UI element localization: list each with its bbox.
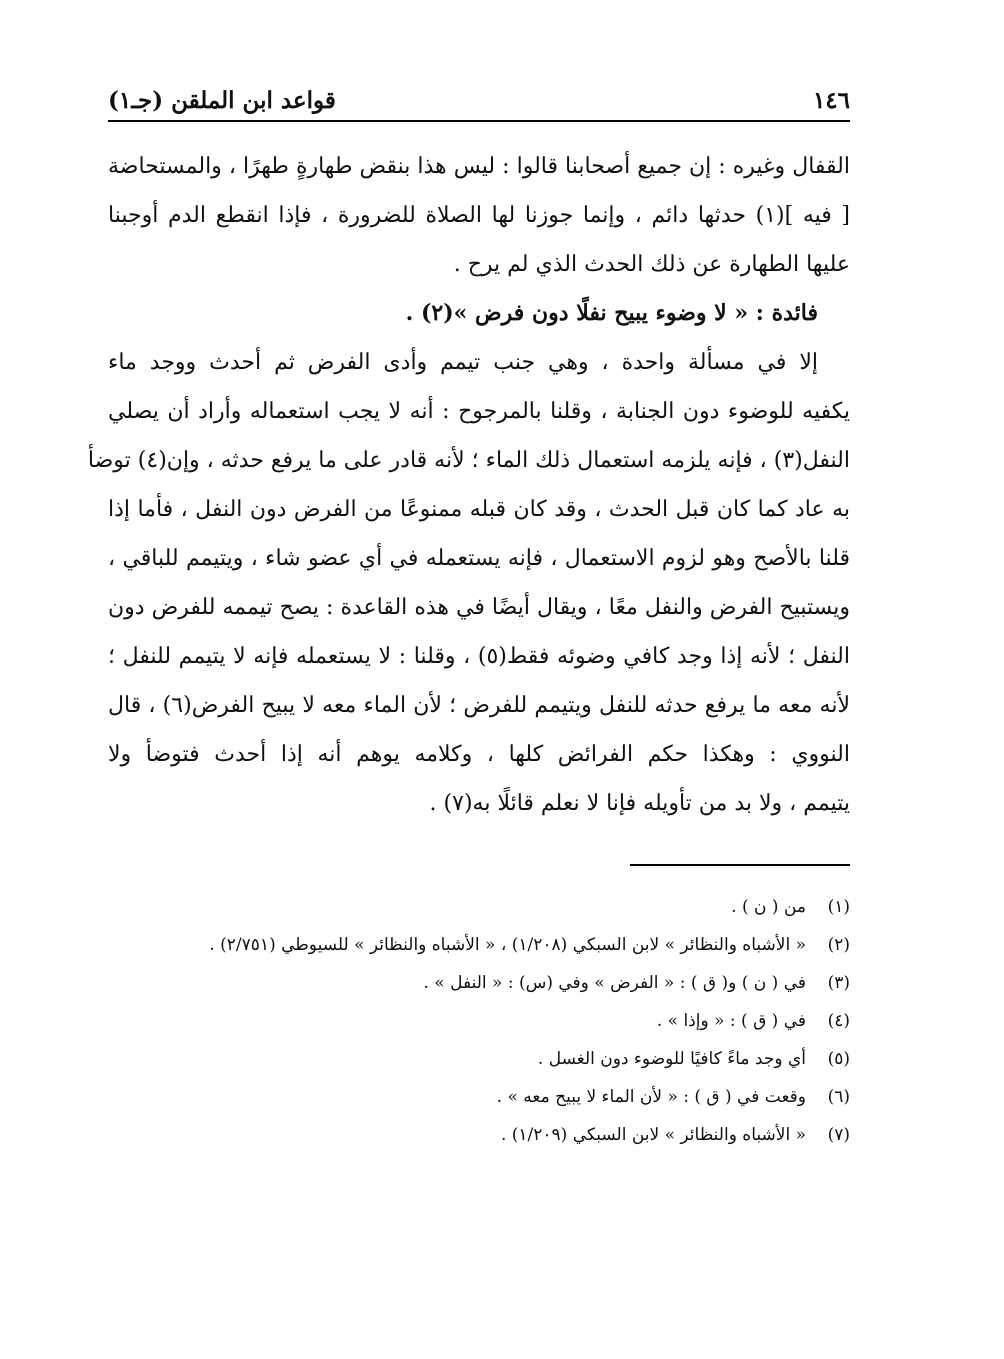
page-header (108, 70, 850, 122)
footnote-number: (٥) (827, 1049, 850, 1069)
text-line: إلا في مسألة واحدة ، وهي جنب تيمم وأدى الفرض ثم أحدث ووجد ماء (108, 350, 818, 375)
running-title: قواعد ابن الملقن (جـ١) (108, 87, 336, 114)
footnote-text: « الأشباه والنظائر » لابن السبكي (١/٢٠٩) . (500, 1125, 806, 1145)
footnote-number: (٤) (827, 1011, 850, 1031)
page-number: ١٤٦ (812, 87, 850, 114)
footnote-separator (630, 864, 850, 866)
text-line: يتيمم ، ولا بد من تأويله فإنا لا نعلم قائلًا به(٧) . (429, 791, 850, 816)
footnote (108, 888, 850, 926)
footnote (108, 1116, 850, 1154)
footnote (108, 964, 850, 1002)
footnote-number: (١) (827, 897, 850, 917)
text-line: به عاد كما كان قبل الحدث ، وقد كان قبله ممنوعًا من الفرض دون النفل ، فأما إذا (108, 497, 850, 522)
footnote-text: في ( ن ) و( ق ) : « الفرض » وفي (س) : « النفل » . (423, 973, 806, 993)
text-line: عليها الطهارة عن ذلك الحدث الذي لم يرح . (453, 252, 850, 277)
footnote-text: في ( ق ) : « وإذا » . (656, 1011, 806, 1031)
footnote-text: وقعت في ( ق ) : « لأن الماء لا يبيح معه » . (496, 1087, 806, 1107)
footnote-number: (٣) (827, 973, 850, 993)
text-line: النووي : وهكذا حكم الفرائض كلها ، وكلامه يوهم أنه إذا أحدث فتوضأ ولا (108, 742, 850, 767)
text-line: قلنا بالأصح وهو لزوم الاستعمال ، فإنه يستعمله في أي عضو شاء ، ويتيمم للباقي ، (108, 546, 850, 571)
footnote (108, 1040, 850, 1078)
footnote-text: « الأشباه والنظائر » لابن السبكي (١/٢٠٨) ، « الأشباه والنظائر » للسيوطي (٢/٧٥١) . (209, 935, 806, 955)
section-heading: فائدة : « لا وضوء يبيح نفلًا دون فرض »(٢) . (405, 300, 818, 326)
text-line: النفل(٣) ، فإنه يلزمه استعمال ذلك الماء ؛ لأنه قادر على ما يرفع حدثه ، وإن(٤) توضأ (87, 448, 850, 473)
footnote-text: أي وجد ماءً كافيًا للوضوء دون الغسل . (537, 1049, 806, 1069)
footnote (108, 1002, 850, 1040)
text-line: يكفيه للوضوء دون الجنابة ، وقلنا بالمرجوح : أنه لا يجب استعماله وأراد أن يصلي (108, 399, 850, 424)
text-line: النفل ؛ لأنه إذا وجد كافي وضوئه فقط(٥) ، وقلنا : لا يستعمله فإنه لا يتيمم للنفل ؛ (108, 644, 850, 669)
text-line: القفال وغيره : إن جميع أصحابنا قالوا : ليس هذا بنقض طهارةٍ طهرًا ، والمستحاضة (108, 154, 850, 179)
footnote-number: (٧) (827, 1125, 850, 1145)
footnote (108, 926, 850, 964)
book-page (87, 70, 851, 1154)
main-text (87, 142, 851, 828)
footnotes (108, 888, 850, 1154)
text-line: ويستبيح الفرض والنفل معًا ، ويقال أيضًا في هذه القاعدة : يصح تيممه للفرض دون (108, 595, 850, 620)
footnote-number: (٦) (827, 1087, 850, 1107)
text-line: [ فيه ](١) حدثها دائم ، وإنما جوزنا لها الصلاة للضرورة ، فإذا انقطع الدم أوجبنا (108, 203, 850, 228)
footnote-number: (٢) (827, 935, 850, 955)
footnote-text: من ( ن ) . (731, 897, 806, 917)
footnote (108, 1078, 850, 1116)
text-line: لأنه معه ما يرفع حدثه للنفل ويتيمم للفرض ؛ لأن الماء معه لا يبيح الفرض(٦) ، قال (108, 693, 851, 718)
